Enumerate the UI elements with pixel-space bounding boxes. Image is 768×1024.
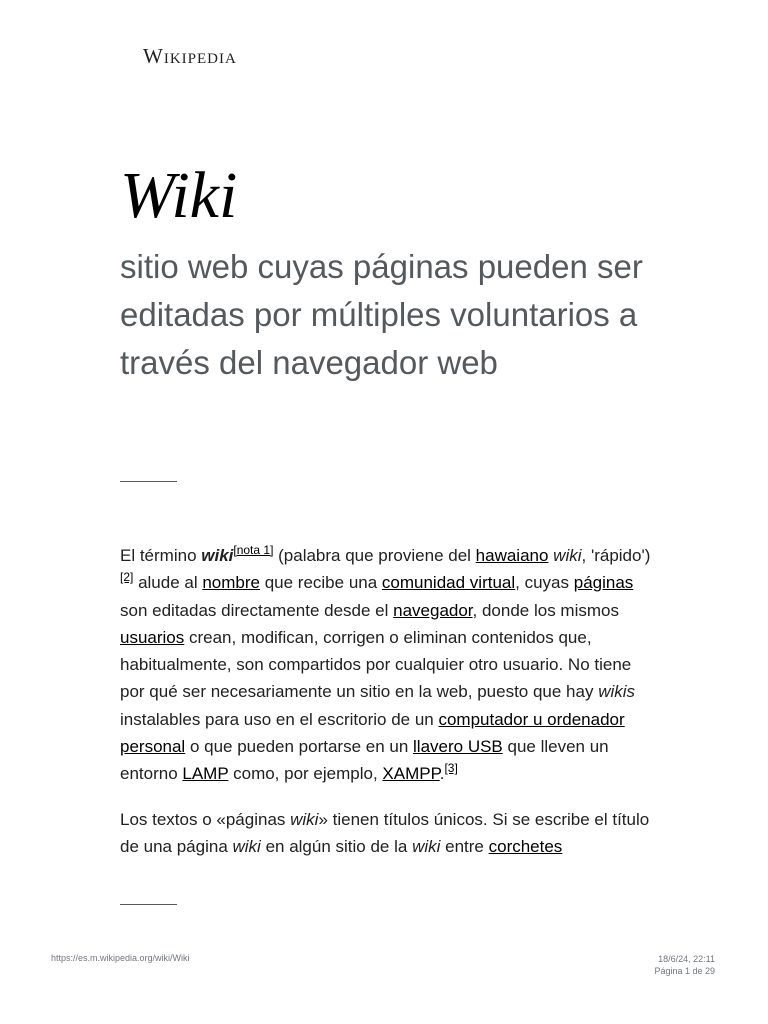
article-body <box>120 542 660 878</box>
paragraph-2: Los textos o «páginas wiki» tienen títulos únicos. Si se escribe el título de una página wiki en algún sitio de la wiki entre corchetes <box>120 809 650 856</box>
footer-url: https://es.m.wikipedia.org/wiki/Wiki <box>51 953 190 963</box>
wikipedia-logo[interactable]: Wikipedia <box>143 44 237 68</box>
ref-2[interactable]: [2] <box>120 570 134 585</box>
link-llavero-usb[interactable]: llavero USB <box>413 737 503 757</box>
link-xampp[interactable]: XAMPP <box>382 764 440 784</box>
link-usuarios[interactable]: usuarios <box>120 627 185 647</box>
page-title: Wiki <box>120 159 238 232</box>
paragraph-1: El término wiki[nota 1] (palabra que proviene del hawaiano wiki, 'rápido')[2] alude al nombre que recibe una comunidad virtual, cuyas páginas son editadas directamente desde el navegador, donde los mismos usuarios crean, modifican, corrigen o eliminan contenidos que, habitualmente, son compartidos por cualquier otro usuario. No tiene por qué ser necesariamente un sitio en la web, puesto que hay wikis instalables para uso en el escritorio de un computador u ordenador personal o que pueden portarse en un llavero USB que lleven un entorno LAMP como, por ejemplo, XAMPP.[3] <box>120 543 651 784</box>
link-comunidad-virtual[interactable]: comunidad virtual <box>381 573 516 593</box>
link-corchetes[interactable]: corchetes <box>488 836 563 856</box>
footer-datetime: 18/6/24, 22:11 <box>658 954 715 964</box>
term-wiki: wiki <box>201 546 234 565</box>
ref-nota-1[interactable]: [nota 1] <box>233 543 274 557</box>
link-navegador[interactable]: navegador <box>393 600 473 620</box>
footer-page-number: Página 1 de 29 <box>654 966 715 976</box>
link-paginas[interactable]: páginas <box>573 573 634 593</box>
link-nombre[interactable]: nombre <box>202 573 260 593</box>
link-hawaiano[interactable]: hawaiano <box>475 546 549 565</box>
page-end-divider <box>120 904 177 905</box>
link-computador[interactable]: computador u ordenador personal <box>120 709 625 757</box>
link-lamp[interactable]: LAMP <box>182 764 229 784</box>
ref-3[interactable]: [3] <box>444 761 458 776</box>
footer-page-info <box>654 953 715 977</box>
title-divider <box>120 481 177 482</box>
page-subtitle: sitio web cuyas páginas pueden ser editadas por múltiples voluntarios a través del navegador web <box>120 248 643 381</box>
